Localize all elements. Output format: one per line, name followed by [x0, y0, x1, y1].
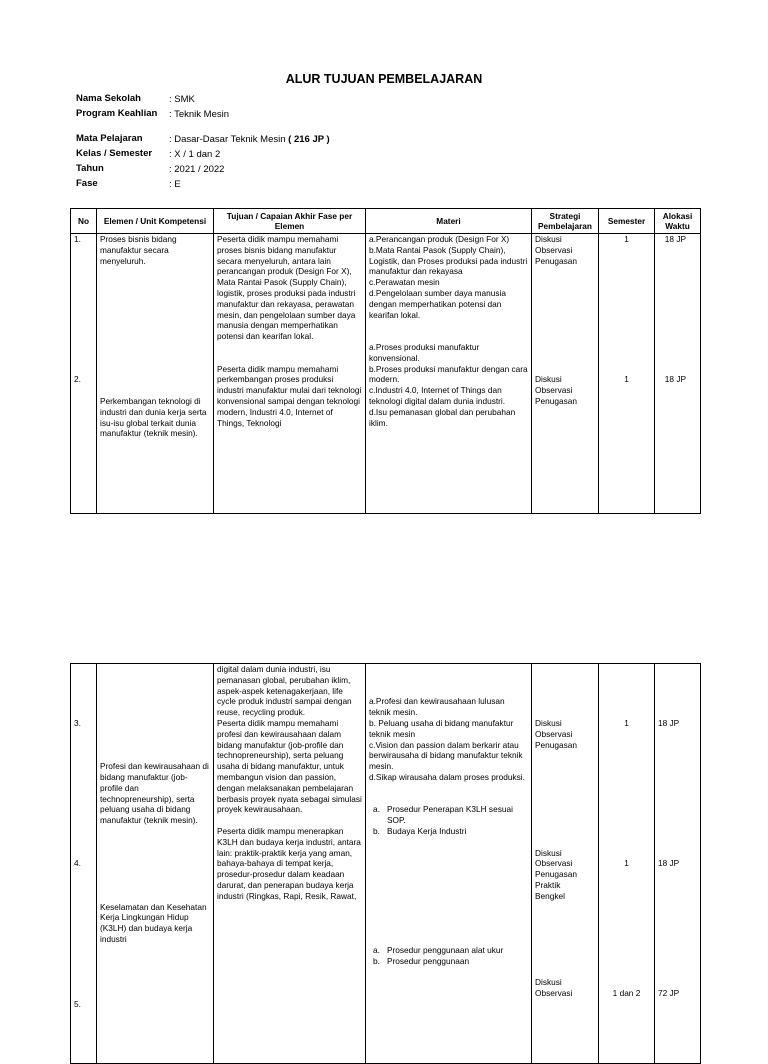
header-alokasi: Alokasi Waktu	[655, 209, 701, 234]
info-value: : E	[169, 179, 181, 190]
list-item	[369, 945, 528, 956]
info-label: Fase	[76, 178, 98, 189]
info-label: Nama Sekolah	[76, 93, 141, 104]
cell-materi: a.Perancangan produk (Design For X) b.Mata Rantai Pasok (Supply Chain), Logistik, dan Proses produksi pada industri manufaktur dan rekayasa c.Perawatan mesin d.Pengelolaan sumber daya manusia dengan memperhatikan potensi dan kearifan lokal. a.Proses produksi manufaktur konvensional. b.Proses produksi manufaktur dengan cara modern. c.Industri 4.0, Internet of Things dan teknologi digital dalam dunia industri. d.Isu pemanasan global dan perubahan iklim.	[366, 234, 532, 514]
info-label: Program Keahlian	[76, 108, 158, 119]
info-value: : 2021 / 2022	[169, 164, 225, 175]
info-value: : X / 1 dan 2	[169, 149, 221, 160]
info-label: Kelas / Semester	[76, 148, 153, 159]
list-marker: b.	[373, 955, 380, 966]
header-semester: Semester	[599, 209, 655, 234]
cell-no: 3. 4. 5.	[71, 664, 97, 1064]
materi-gap	[369, 837, 528, 945]
list-item	[369, 826, 528, 837]
materi-list-k3lh	[369, 804, 528, 836]
header-materi: Materi	[366, 209, 532, 234]
page-title: ALUR TUJUAN PEMBELAJARAN	[285, 72, 483, 86]
header-no: No	[71, 209, 97, 234]
list-marker: a.	[373, 804, 380, 815]
cell-tujuan: Peserta didik mampu memahami proses bisnis bidang manufaktur secara menyeluruh, antara lain perancangan produk (Design For X), Mata Rantai Pasok (Supply Chain), logistik, proses produksi pada industri manufaktur dan rekayasa, perawatan mesin, dan pengelolaan sumber daya manusia dengan memperhatikan potensi dan kearifan lokal. Peserta didik mampu memahami perkembangan proses produksi industri manufaktur mulai dari teknologi konvensional sampai dengan teknologi modern, Industri 4.0, Internet of Things, Teknologi	[214, 234, 366, 514]
learning-flow-table	[70, 208, 701, 514]
header-strategi: Strategi Pembelajaran	[532, 209, 599, 234]
list-marker: a.	[373, 944, 380, 955]
list-marker: b.	[373, 825, 380, 836]
cell-semester: 1 1 1 dan 2	[599, 664, 655, 1064]
header-tujuan: Tujuan / Capaian Akhir Fase per Elemen	[214, 209, 366, 234]
table-row	[71, 664, 701, 1064]
info-label: Tahun	[76, 163, 104, 174]
table-row	[71, 234, 701, 514]
list-text: Prosedur penggunaan	[387, 955, 470, 966]
info-value: : Teknik Mesin	[169, 109, 230, 120]
cell-tujuan: digital dalam dunia industri, isu pemanasan global, perubahan iklim, aspek-aspek ketenagakerjaan, life cycle produk industri sampai dengan reuse, recycling produk. Peserta didik mampu memahami profesi dan kewirausahaan dalam bidang manufaktur (job-profile dan technopreneurship), serta peluang usaha di bidang manufaktur, untuk membangun vision dan passion, dengan melaksanakan pembelajaran berbasis proyek nyata sebagai simulasi proyek kewirausahaan. Peserta didik mampu menerapkan K3LH dan budaya kerja industri, antara lain: praktik-praktik kerja yang aman, bahaya-bahaya di tempat kerja, prosedur-prosedur dalam keadaan darurat, dan penerapan budaya kerja industri (Ringkas, Rapi, Resik, Rawat,	[214, 664, 366, 1064]
cell-strategi: Diskusi Observasi Penugasan Diskusi Observasi Penugasan Praktik Bengkel Diskusi Observasi	[532, 664, 599, 1064]
list-item	[369, 956, 528, 967]
info-label: Mata Pelajaran	[76, 133, 143, 144]
list-text: Budaya Kerja Industri	[387, 825, 467, 836]
list-text: Prosedur Penerapan K3LH sesuai SOP.	[387, 804, 513, 826]
cell-elemen: Proses bisnis bidang manufaktur secara menyeluruh. Perkembangan teknologi di industri dan dunia kerja serta isu-isu global terkait dunia manufaktur (teknik mesin).	[97, 234, 214, 514]
materi-text: a.Profesi dan kewirausahaan lulusan teknik mesin. b. Peluang usaha di bidang manufaktur teknik mesin c.Vision dan passion dalam berkarir atau berwirausaha di bidang manufaktur teknik mesin. d.Sikap wirausaha dalam proses produksi.	[369, 696, 525, 782]
cell-strategi: Diskusi Observasi Penugasan Diskusi Observasi Penugasan	[532, 234, 599, 514]
info-value	[169, 134, 330, 145]
cell-elemen: Profesi dan kewirausahaan di bidang manufaktur (job-profile dan technopreneurship), serta peluang usaha di bidang manufaktur (teknik mesin). Keselamatan dan Kesehatan Kerja Lingkungan Hidup (K3LH) dan budaya kerja industri	[97, 664, 214, 1064]
cell-semester: 1 1	[599, 234, 655, 514]
cell-materi	[366, 664, 532, 1064]
header-elemen: Elemen / Unit Kompetensi	[97, 209, 214, 234]
info-value-text: : Dasar-Dasar Teknik Mesin	[169, 134, 286, 145]
info-value: : SMK	[169, 94, 195, 105]
list-item	[369, 804, 528, 826]
cell-alokasi: 18 JP 18 JP	[655, 234, 701, 514]
cell-alokasi: 18 JP 18 JP 72 JP	[655, 664, 701, 1064]
list-text: Prosedur penggunaan alat ukur	[387, 944, 504, 955]
learning-flow-table-continued	[70, 663, 701, 1064]
materi-list-tools	[369, 945, 528, 967]
cell-no: 1. 2.	[71, 234, 97, 514]
table-header-row	[71, 209, 701, 234]
info-value-hours: ( 216 JP )	[285, 134, 330, 145]
